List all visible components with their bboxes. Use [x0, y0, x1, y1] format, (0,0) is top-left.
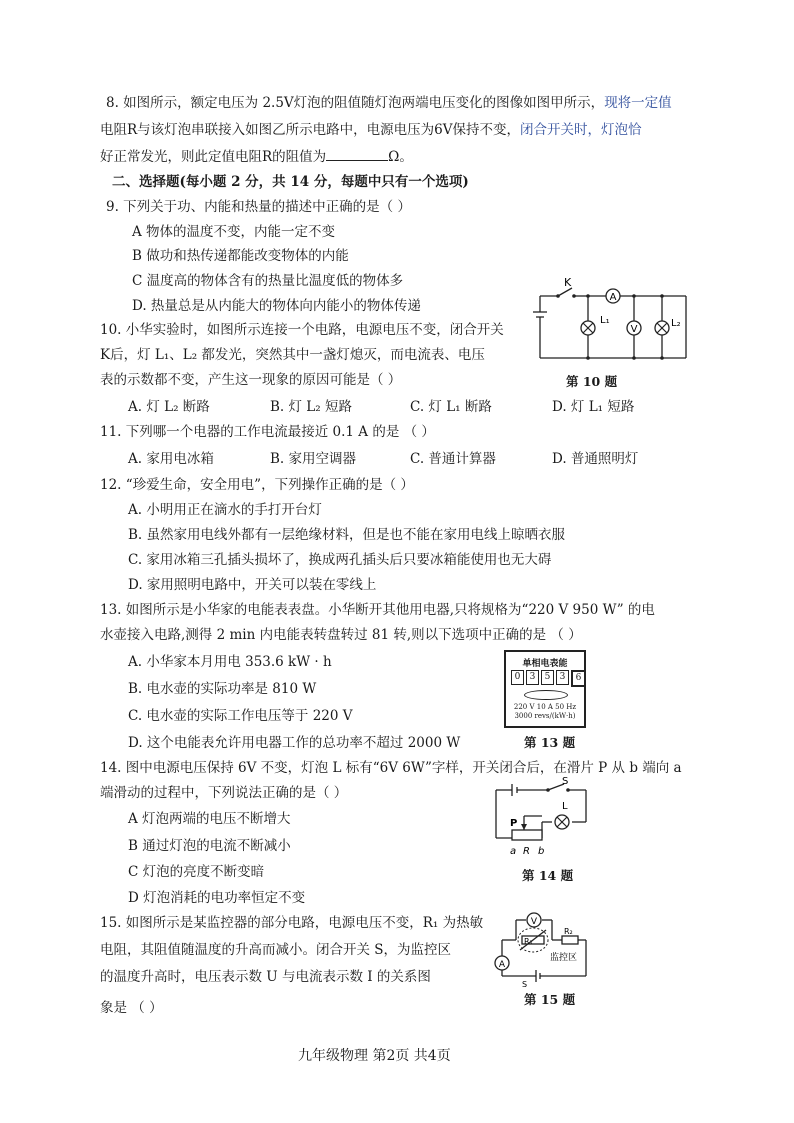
q10-option-b: B. 灯 L₂ 短路: [270, 399, 352, 415]
q12-stem: 12. “珍爱生命，安全用电”，下列操作正确的是（ ）: [100, 477, 414, 493]
q13-meter-figure: [504, 650, 586, 728]
q13-meter-digits: [511, 670, 586, 687]
q11-option-a: A. 家用电冰箱: [128, 451, 214, 467]
q15-figure-caption: 第 15 题: [524, 992, 576, 1007]
q8-line1: [106, 93, 672, 113]
q10-line2: K后，灯 L₁、L₂ 都发光，突然其中一盏灯熄灭，而电流表、电压: [100, 347, 485, 363]
q8-line2: [100, 120, 642, 140]
q12-option-a: A. 小明用正在滴水的手打开台灯: [128, 502, 322, 518]
q8-unit: Ω。: [388, 149, 413, 165]
q13-option-c: C. 电水壶的实际工作电压等于 220 V: [128, 708, 353, 724]
q13-figure-caption: 第 13 题: [524, 735, 576, 750]
q9-option-b: B 做功和热传递都能改变物体的内能: [132, 248, 349, 264]
q14-option-b: B 通过灯泡的电流不断减小: [128, 838, 291, 854]
q14-figure-caption: 第 14 题: [522, 868, 574, 883]
q14-r-label: R: [523, 846, 530, 857]
q11-option-c: C. 普通计算器: [410, 451, 496, 467]
q14-option-d: D 灯泡消耗的电功率恒定不变: [128, 890, 306, 906]
q11-stem: 11. 下列哪一个电器的工作电流最接近 0.1 A 的是 （ ）: [100, 424, 435, 440]
q15-r2-label: R₂: [564, 927, 573, 936]
q13-meter-spec1: 220 V 10 A 50 Hz: [513, 703, 577, 711]
q11-option-d: D. 普通照明灯: [552, 451, 639, 467]
q9-option-c: C 温度高的物体含有的热量比温度低的物体多: [132, 273, 404, 289]
q14-slider-label: P: [510, 818, 518, 829]
q14-option-c: C 灯泡的亮度不断变暗: [128, 864, 265, 880]
q12-option-c: C. 家用冰箱三孔插头损坏了，换成两孔插头后只要冰箱能使用也无大碍: [128, 552, 552, 568]
q14-b-label: b: [538, 846, 545, 857]
section-heading: 二、选择题(每小题 2 分，共 14 分，每题中只有一个选项): [112, 174, 469, 190]
page-footer: 九年级物理 第2页 共4页: [298, 1048, 451, 1064]
q10-lamp1-label: L₁: [600, 315, 610, 326]
q15-line1: 15. 如图所示是某监控器的部分电路，电源电压不变，R₁ 为热敏: [100, 915, 484, 931]
q10-switch-label: K: [564, 276, 572, 289]
q11-option-b: B. 家用空调器: [270, 451, 357, 467]
q10-option-d: D. 灯 L₁ 短路: [552, 399, 635, 415]
q15-r1-label: R₁: [524, 937, 533, 946]
meter-digit-decimal: 6: [571, 670, 586, 687]
q10-voltmeter-label: V: [630, 324, 638, 335]
q15-ammeter-label: A: [498, 960, 506, 970]
q13-option-d: D. 这个电能表允许用电器工作的总功率不超过 2000 W: [128, 735, 461, 751]
q8-line2-a: 电阻R与该灯泡串联接入如图乙所示电路中，电源电压为6V保持不变，: [100, 122, 521, 138]
q12-option-d: D. 家用照明电路中，开关可以装在零线上: [128, 577, 377, 593]
q10-ammeter-label: A: [609, 292, 617, 303]
q10-option-c: C. 灯 L₁ 断路: [410, 399, 492, 415]
q14-line2: 端滑动的过程中，下列说法正确的是（ ）: [100, 785, 348, 801]
q8-line1-b: 现将一定值: [604, 95, 672, 111]
q10-line3: 表的示数都不变，产生这一现象的原因可能是（ ）: [100, 372, 402, 388]
q14-option-a: A 灯泡两端的电压不断增大: [128, 811, 291, 827]
q15-line4: 象是 （ ）: [100, 1000, 163, 1016]
q13-line2: 水壶接入电路,测得 2 min 内电能表转盘转过 81 转,则以下选项中正确的是 （ ）: [100, 627, 582, 643]
q14-circuit-figure: [488, 776, 600, 858]
q13-option-a: A. 小华家本月用电 353.6 kW · h: [128, 654, 332, 670]
q10-option-a: A. 灯 L₂ 断路: [128, 399, 210, 415]
q10-line1: 10. 小华实验时，如图所示连接一个电路，电源电压不变，闭合开关: [100, 322, 504, 338]
q8-answer-blank: [326, 146, 388, 161]
q15-voltmeter-label: V: [530, 917, 538, 927]
q10-figure-caption: 第 10 题: [566, 374, 618, 389]
q8-line3: [100, 146, 413, 167]
q14-switch-label: S: [562, 776, 569, 787]
meter-digit: 5: [541, 670, 554, 685]
q13-option-b: B. 电水壶的实际功率是 810 W: [128, 681, 317, 697]
q13-line1: 13. 如图所示是小华家的电能表表盘。小华断开其他用电器,只将规格为“220 V 950 W” 的电: [100, 602, 655, 618]
q8-line3-a: 好正常发光，则此定值电阻R的阻值为: [100, 149, 327, 165]
q14-a-label: a: [510, 846, 517, 857]
q15-line3: 的温度升高时，电压表示数 U 与电流表示数 I 的关系图: [100, 969, 431, 985]
q14-line1: 14. 图中电源电压保持 6V 不变，灯泡 L 标有“6V 6W”字样，开关闭合后，在滑片 P 从 b 端向 a: [100, 760, 682, 776]
q8-line1-a: 8. 如图所示，额定电压为 2.5V灯泡的阻值随灯泡两端电压变化的图像如图甲所示，: [106, 95, 605, 111]
meter-digit: 0: [511, 670, 524, 685]
meter-digit: 3: [526, 670, 539, 685]
q13-meter-title: 单相电表能: [522, 659, 568, 669]
q15-switch-label: S: [522, 980, 528, 988]
q9-option-a: A 物体的温度不变，内能一定不变: [132, 224, 336, 240]
q15-line2: 电阻，其阻值随温度的升高而减小。闭合开关 S，为监控区: [100, 942, 452, 958]
q10-circuit-figure: [528, 276, 698, 368]
q15-circuit-figure: [494, 908, 594, 988]
q10-lamp2-label: L₂: [671, 318, 681, 329]
q15-zone-label: 监控区: [550, 953, 578, 963]
q9-stem: 9. 下列关于功、内能和热量的描述中正确的是（ ）: [106, 199, 411, 215]
q14-lamp-label: L: [562, 801, 568, 812]
meter-digit: 3: [556, 670, 569, 685]
q8-line2-b: 闭合开关时，灯泡恰: [520, 122, 642, 138]
q12-option-b: B. 虽然家用电线外都有一层绝缘材料，但是也不能在家用电线上晾晒衣服: [128, 527, 566, 543]
q13-meter-disc: [524, 690, 568, 700]
q9-option-d: D. 热量总是从内能大的物体向内能小的物体传递: [132, 298, 421, 314]
q13-meter-spec2: 3000 revs/(kW·h): [514, 712, 576, 720]
